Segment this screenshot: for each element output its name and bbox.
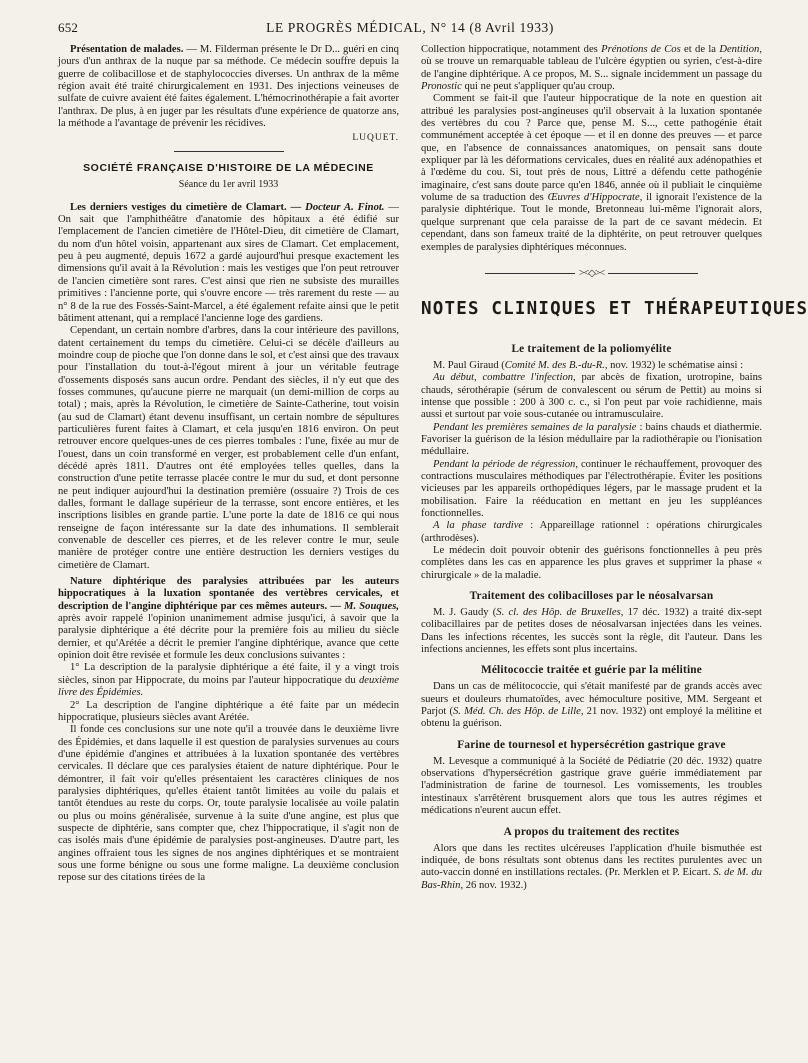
page-header bbox=[58, 20, 762, 36]
nature-author: — M. Souques, bbox=[327, 600, 399, 612]
vestiges-paragraph-2: Cependant, un certain nombre d'arbres, dans la cour intérieure des pavillons, datent certainement du temps du cimetière. Celui-ci se décèle d'ailleurs au moindre coup de pioche que l'on donne dans le sol, et c'est ainsi que des travaux pour l'installation du tout-à-l'égout mirent à jour un véritable feutrage d'ossements disposés sans aucun ordre. Pendant des siècles, il n'y eut que des fosses communes, qu'aucune pierre ne marquait (un demi-million de corps au total) ; mais, après la Révolution, le cimetière de Sainte-Catherine, tout voisin (au sud de Clamart) étant devenu insuffisant, un certain nombre de sépultures particulières furent faites à Clamart, et cela jusqu'en 1816 environ. On peut retrouver encore quelques-unes de ces pierres tombales : l'une, fixée au mur de l'ouest, dans un coin transformé en verger, est probablement celle d'un enfant, décédé après 1811. D'autres ont été employées telles quelles, dans la construction d'une petite terrasse placée contre le mur du sud, et dont personne ne peut indiquer aujourd'hui la destination première (ossuaire ?) Trois de ces dalles, formant le dallage supérieur de la terrasse, sont encore entières, et les inscriptions lisibles en grande partie. L'une porte la date de 1816 ce qui nous renseigne de façon intéressante sur la date des inhumations. Il semblerait convenable de desceller ces pierres, et de les relever contre le mur, seule manière de protéger contre une entière destruction les derniers vestiges du cimetière de Clamart. bbox=[58, 325, 399, 571]
session-date: Séance du 1er avril 1933 bbox=[178, 178, 279, 190]
ornament-divider: ><◇>< bbox=[421, 268, 762, 279]
rectites-title: A propos du traitement des rectites bbox=[503, 825, 680, 838]
polio-step-2: Pendant les premières semaines de la paralysie : bains chauds et diathermie. Favoriser la guérison de la lésion médullaire par la radiothérapie ou l'ionisation médullaire. bbox=[421, 421, 763, 458]
polio-title: Le traitement de la poliomyélite bbox=[511, 342, 672, 355]
polio-conclusion: Le médecin doit pouvoir obtenir des guérisons fonctionnelles à peu près complètes dans les cas en apparence les plus graves et supprimer la phase « chirurgicale » de la maladie. bbox=[421, 545, 762, 581]
continuation-paragraph-2: Comment se fait-il que l'auteur hippocratique de la note en question ait attribué les paralysies post-angineuses qu'il observait à la luxation spontanée des vertèbres du cou ? Parce que, pense M. S..., cette pathogénie était communément acceptée à cet époque — et il en donne des preuves — et parce que, en l'absence de connaissances anatomiques, on pensait sans doute expliquer par là les déformations cervicales, dues en réalité aux adénopathies et à l'œdème du cou. Si, tout près de nous, Littré a défendu cette pathogénie imaginaire, c'est sans doute parce qu'en 1846, année où il publiait le cinquième volume de sa traduction des Œuvres d'Hippocrate, il ignorait l'existence de la paralysie diphtérique. Tout le monde, Bretonneau lui-même l'ignorait alors, quelque surprenant que cela paraisse de la part de ce savant médecin. Et cependant, dans son fameux traité de la diphtérite, on peut retrouver quelques exemples de paralysies diphtériques méconnues. bbox=[421, 93, 762, 253]
journal-title: LE PROGRÈS MÉDICAL, N° 14 (8 Avril 1933) bbox=[266, 20, 554, 35]
conclusion-2: 2° La description de l'angine diphtérique a été faite par un médecin hippocratique, plusieurs siècles avant Arétée. bbox=[58, 699, 399, 723]
nature-title: Nature diphtérique des paralysies attribuées par les auteurs hippocratiques à la luxation spontanée des vertèbres cervicales, et description de l'angine diphtérique par ces mêmes auteurs. bbox=[58, 576, 399, 612]
vestiges-paragraph bbox=[58, 202, 399, 325]
conclusion-1: 1° La description de la paralysie diphtérique a été faite, il y a vingt trois siècles, sinon par Hippocrate, du moins par l'auteur hippocratique du deuxième livre des Épidémies. bbox=[58, 662, 399, 699]
nature-paragraph-2: Il fonde ces conclusions sur une note qu'il a trouvée dans le deuxième livre des Épidémies, et dans laquelle il est question de paralysies survenues au cours d'une épidémie d'angines et attribuées à la luxation spontanée des vertèbres cervicales. Il déclare que ces paralysies étaient de nature diphtérique. Pour le démontrer, il fait voir qu'elles présentaient les caractères cliniques de nos paralysies diphtériques, qu'elles étaient tantôt limitées au voile du palais et tantôt étendues au reste du corps. Or, toute paralysie localisée au voile palatin ou plus ou moins généralisée, survenue à la suite d'une angine, est plus que suspecte de diphtérie, sans compter que, chez l'hippocratique, il s'agit non de cas isolés mais d'une épidémie de paralysies post-angineuses. D'autre part, les angines offraient tous les signes de nos angines diphtériques et se montraient sous une forme bénigne ou sous une forme maligne. La deuxième conclusion repose sur des citations tirées de la bbox=[58, 724, 399, 884]
vestiges-text: — On sait que l'amphithéâtre d'anatomie des hôpitaux a été édifié sur l'emplacement de l'ancien cimetière de l'Hôtel-Dieu, dit cimetière de Clamart, du nom d'un hôtel voisin, appartenant aux sires de Clamart. Cet emplacement, peu à peu augmenté, depuis 1672 a gardé aujourd'hui presque exactement les dimensions qu'il avait à la Révolution : mais les vestiges que l'on peut retrouver de l'ancien cimetière sont rares. C'est ainsi que rien ne subsiste des murailles primitives : l'ancienne porte, qui s'ouvre encore — très rarement du reste — au n° 8 de la rue des Fossés-Saint-Marcel, a été également refaite ainsi que le petit bâtiment attenant, qui a remplacé l'ancienne loge des gardiens. bbox=[58, 201, 399, 324]
vestiges-author: — Docteur A. Finot. bbox=[286, 201, 385, 213]
polio-intro: M. Paul Giraud (Comité M. des B.-du-R., nov. 1932) le schématise ainsi : bbox=[433, 359, 744, 371]
section-heading: NOTES CLINIQUES ET THÉRAPEUTIQUES bbox=[421, 298, 808, 319]
polio-step-4: A la phase tardive : Appareillage rationnel : opérations chirurgicales (arthrodèses). bbox=[421, 520, 763, 544]
melito-title: Mélitococcie traitée et guérie par la mélitine bbox=[480, 664, 703, 677]
coli-paragraph: M. J. Gaudy (S. cl. des Hôp. de Bruxelles, 17 déc. 1932) a traité dix-sept colibacillaires par de petites doses de néosalvarsan injectées dans les veines. Dans les infections récentes, les succès sont la règle, dit l'auteur. Dans les infections anciennes, les effets sont plus incertains. bbox=[421, 607, 762, 656]
society-title: SOCIÉTÉ FRANÇAISE D'HISTOIRE DE LA MÉDECINE bbox=[83, 162, 374, 175]
right-column bbox=[421, 44, 808, 892]
coli-title: Traitement des colibacilloses par le néosalvarsan bbox=[469, 590, 714, 603]
melito-paragraph: Dans un cas de mélitococcie, qui s'était manifesté par de grands accès avec sueurs et douleurs rhumatoïdes, avec hémoculture positive, MM. Sergeant et Parjot (S. Méd. Ch. des Hôp. de Lille, 21 nov. 1932) ont employé la mélitine et obtenu la guérison. bbox=[421, 681, 762, 730]
farine-paragraph: M. Levesque a communiqué à la Société de Pédiatrie (20 déc. 1932) quatre observations d'hypersécrétion gastrique grave guérie immédiatement par l'administration de farine de tournesol. Les vomissements, les troubles intestinaux s'arrêtèrent brusquement alors que tous les autres régimes et médications n'eurent aucun effet. bbox=[421, 755, 762, 817]
nature-paragraph bbox=[58, 576, 399, 662]
signature: LUQUET. bbox=[352, 133, 399, 144]
nature-text: après avoir rappelé l'opinion unanimement admise jusqu'ici, à savoir que la paralysie diphtérique a été décrite pour la première fois au milieu du siècle dernier, et qu'Arétée a décrit le premier l'angine diphtérique, avance que cette opinion doit être revisée et formule les deux conclusions suivantes : bbox=[58, 613, 399, 662]
presentation-text: — M. Filderman présente le Dr D... guéri en cinq jours d'un anthrax de la nuque par sa méthode. Ce médecin souffre depuis la guerre de colibacillose et de staphylococcies diverses. Un anthrax de la même région avait été traité chirurgicalement en 1931. Des injections veineuses de sulfate de cuivre avaient été faites également. L'hémocrinothérapie a fait avorter l'anthrax. De plus, à en juger par les résultats d'une expérience de quatorze ans, la méthode a l'avantage de prévenir les récidives. bbox=[58, 44, 399, 130]
page-number: 652 bbox=[58, 20, 79, 35]
continuation-paragraph: Collection hippocratique, notamment des Prénotions de Cos et de la Dentition, où se trouve un remarquable tableau de l'ulcère égyptien ou syrien, c'est-à-dire de l'angine diphtérique. A ce propos, M. S... signale incidemment un passage du Pronostic qui ne peut s'appliquer qu'au croup. bbox=[421, 44, 762, 93]
vestiges-title: Les derniers vestiges du cimetière de Clamart. bbox=[70, 201, 287, 213]
presentation-title: Présentation de malades. bbox=[70, 44, 184, 55]
polio-step-1: Au début, combattre l'infection, par abcès de fixation, urotropine, bains chauds, sérothérapie (sérum de convalescent ou sérum de Pettit) au moins si intense que possible : 200 à 300 c. c., si l'on peut par voie rachidienne, mais aussi et surtout par voie sous-cutanée ou intramusculaire. bbox=[421, 372, 762, 421]
presentation-paragraph bbox=[58, 44, 399, 130]
section-divider bbox=[174, 151, 284, 152]
polio-step-3: Pendant la période de régression, continuer le réchauffement, provoquer des contractions musculaires méthodiques par l'électrothérapie. Éviter les positions vicieuses par les appareils orthopédiques légers, par le massage prudent et la mobilisation. Faire la rééducation en mettant en jeu les suppléances fonctionnelles. bbox=[421, 458, 762, 519]
farine-title: Farine de tournesol et hypersécrétion gastrique grave bbox=[457, 738, 726, 751]
rectites-paragraph: Alors que dans les rectites ulcéreuses l'application d'huile bismuthée est indiquée, de bons résultats sont obtenus dans les rectites purulentes avec un auto-vaccin donné en instillations rectales. (Pr. Merklen et P. Eicart. S. de M. du Bas-Rhin, 26 nov. 1932.) bbox=[421, 842, 762, 891]
left-column bbox=[58, 44, 399, 892]
